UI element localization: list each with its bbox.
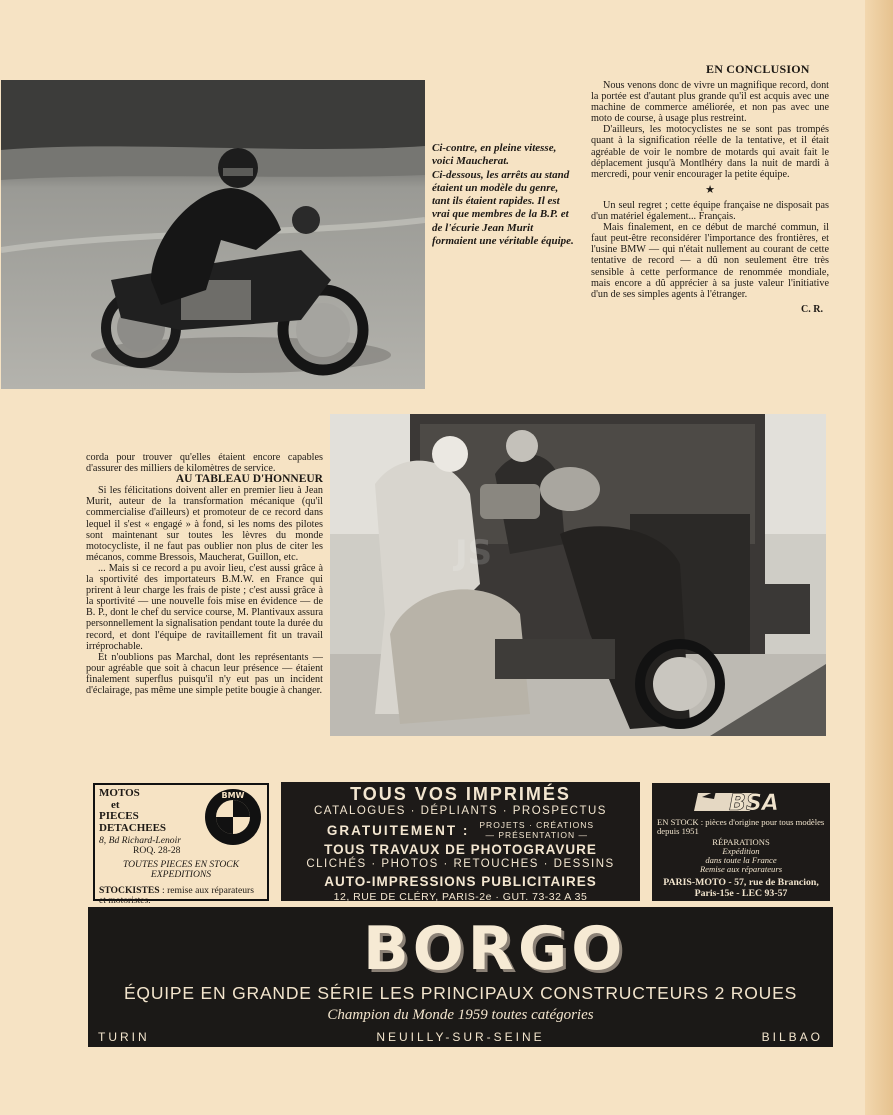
bsa-stock: EN STOCK : pièces d'origine pour tous modèles depuis 1951 [657, 817, 825, 837]
bsa-expedition [657, 847, 825, 875]
bsa-expedition-line: Expédition [722, 845, 760, 856]
svg-text:JS: JS [455, 533, 493, 573]
conclusion-heading: EN CONCLUSION [706, 62, 810, 76]
imprimes-photogravure: TOUS TRAVAUX DE PHOTOGRAVURE [324, 842, 597, 857]
author-signature: C. R. [801, 303, 823, 315]
conclusion-paragraph: Mais finalement, en ce début de marché commun, il faut peut-être reconsidérer l'importance des frontières, et l'usine BMW — qui n'était nullement au courant de cette tentative de record — a dû non seulement être très sensible à cette performance de renommée mondiale, mais encore a dû apprécier à sa juste valeur l'initiative d'un de ses simples agents à l'étranger. [591, 222, 829, 300]
imprimes-line: CATALOGUES · DÉPLIANTS · PROSPECTUS [314, 805, 607, 817]
bmw-stockistes [99, 886, 263, 907]
imprimes-gratuit: GRATUITEMENT : [326, 822, 470, 838]
conclusion-article [591, 80, 829, 315]
borgo-tagline: ÉQUIPE EN GRANDE SÉRIE LES PRINCIPAUX CONSTRUCTEURS 2 ROUES [123, 983, 798, 1003]
bsa-address-line: PARIS-MOTO - 57, rue de Brancion, [663, 876, 819, 888]
caption-text-1: Ci-contre, en pleine vitesse, voici Maucherat. [432, 142, 557, 168]
tableau-article [86, 452, 323, 696]
borgo-city-turin: TURIN [98, 1030, 150, 1044]
ad-bmw [93, 783, 269, 907]
tableau-heading: AU TABLEAU D'HONNEUR [175, 473, 323, 486]
imprimes-gratuit-sub-line: — PRÉSENTATION — [485, 830, 589, 840]
bmw-title-line: PIECES [99, 810, 139, 822]
ad-bsa [652, 783, 830, 901]
bmw-title-line: DETACHEES [99, 821, 167, 834]
bmw-stockistes-label: STOCKISTES [99, 884, 160, 896]
bsa-reparations: RÉPARATIONS [712, 836, 770, 847]
ad-imprimes [281, 782, 640, 901]
borgo-city-bilbao: BILBAO [761, 1030, 823, 1044]
bmw-logo-icon [204, 788, 262, 846]
star-separator: ★ [705, 183, 715, 196]
imprimes-gratuit-sub-line: PROJETS · CRÉATIONS [479, 820, 595, 830]
imprimes-address: 12, RUE DE CLÉRY, PARIS-2e · GUT. 73-32 A 35 [333, 891, 588, 903]
bmw-stock-line: TOUTES PIECES EN STOCK [122, 858, 240, 870]
bmw-stockistes-text: : remise aux réparateurs et motoristes. [99, 884, 254, 907]
bmw-phone: ROQ. 28-28 [133, 845, 181, 857]
bsa-address [657, 877, 825, 899]
bsa-address-line: Paris-15e - LEC 93-57 [694, 887, 788, 899]
page-edge [865, 0, 893, 1115]
photo-motorcycle-at-speed [1, 80, 425, 389]
bmw-stock [99, 860, 263, 881]
imprimes-gratuit-row [281, 818, 640, 842]
conclusion-paragraph: D'ailleurs, les motocyclistes ne se sont pas trompés quant à la signification réelle de la tentative, et il était agréable de voir le nombre de motards qui avait fait le déplacement jusqu'à Montlhéry dans la nuit de mardi à mercredi, pour venir encourager la petite équipe. [591, 124, 829, 180]
conclusion-paragraph: Un seul regret ; cette équipe française ne disposait pas d'un matériel également... Français. [591, 199, 829, 223]
bsa-expedition-line: Remise aux réparateurs [699, 864, 783, 875]
bsa-logo-text: BSA [729, 791, 779, 816]
photo-caption [432, 142, 574, 248]
bsa-logo-icon [694, 787, 788, 817]
photo-pit-stop [330, 414, 826, 736]
bmw-logo-text: BMW [221, 791, 245, 800]
imprimes-auto: AUTO-IMPRESSIONS PUBLICITAIRES [324, 874, 597, 889]
caption-text-2: Ci-dessous, les arrêts au stand étaient un modèle du genre, tant ils étaient rapides. Il est vrai que membres de la B.P. et de l'écurie Jean Murit formaient une véritable équipe. [432, 168, 574, 248]
ad-borgo [88, 907, 833, 1047]
article-intro: corda pour trouver qu'elles étaient encore capables d'assurer des milliers de kilomètres de service. [86, 452, 323, 475]
imprimes-title: TOUS VOS IMPRIMÉS [350, 784, 571, 804]
borgo-city-neuilly: NEUILLY-SUR-SEINE [376, 1030, 545, 1044]
imprimes-gratuit-sub [479, 820, 594, 840]
bsa-expedition-line: dans toute la France [705, 855, 777, 866]
bmw-title-line: MOTOS [99, 787, 140, 799]
conclusion-paragraph: Nous venons donc de vivre un magnifique record, dont la portée est d'autant plus grande qu'il est acquis avec une machine de commerce améliorée, et non pas avec une moto de course, à usage plus restreint. [591, 80, 829, 125]
imprimes-line: CLICHÉS · PHOTOS · RETOUCHES · DESSINS [306, 858, 615, 870]
article-paragraph: Et n'oublions pas Marchal, dont les représentants — pour agréable que soit à chacun leur présence — étaient finalement superflus puisqu'il n'y eut pas un incident d'éclairage, pas même une simple petite bougie à changer. [86, 651, 323, 696]
article-paragraph: Si les félicitations doivent aller en premier lieu à Jean Murit, auteur de la transformation mécanique (qu'il commercialise d'ailleurs) et promoteur de ce record dans lequel il s'est « engagé » à fond, si les noms des pilotes sont maintenant sur toutes les lèvres du monde motocycliste, il ne faut pas oublier non plus de citer les mécanos, comme Bressois, Maucherat, Guillon, etc. [86, 485, 323, 563]
borgo-champion: Champion du Monde 1959 toutes catégories [327, 1007, 594, 1023]
article-paragraph: ... Mais si ce record a pu avoir lieu, c'est aussi grâce à la sportivité des importateurs B.M.W. en France qui prirent à leur charge les frais de piste ; c'est aussi grâce à la sportivité — une nouvelle fois mise en évidence — de B. P., dont le chef du service course, M. Plantivaux assura personnellement la signalisation pendant toute la durée du record, et dont l'équipe de ravitaillement fit un travail irréprochable. [86, 562, 323, 652]
bmw-title-line: et [111, 798, 120, 811]
borgo-logo: BORGO [363, 914, 627, 984]
bmw-stock-line: EXPEDITIONS [150, 869, 212, 881]
bmw-address-line: 8, Bd Richard-Lenoir [99, 835, 181, 846]
